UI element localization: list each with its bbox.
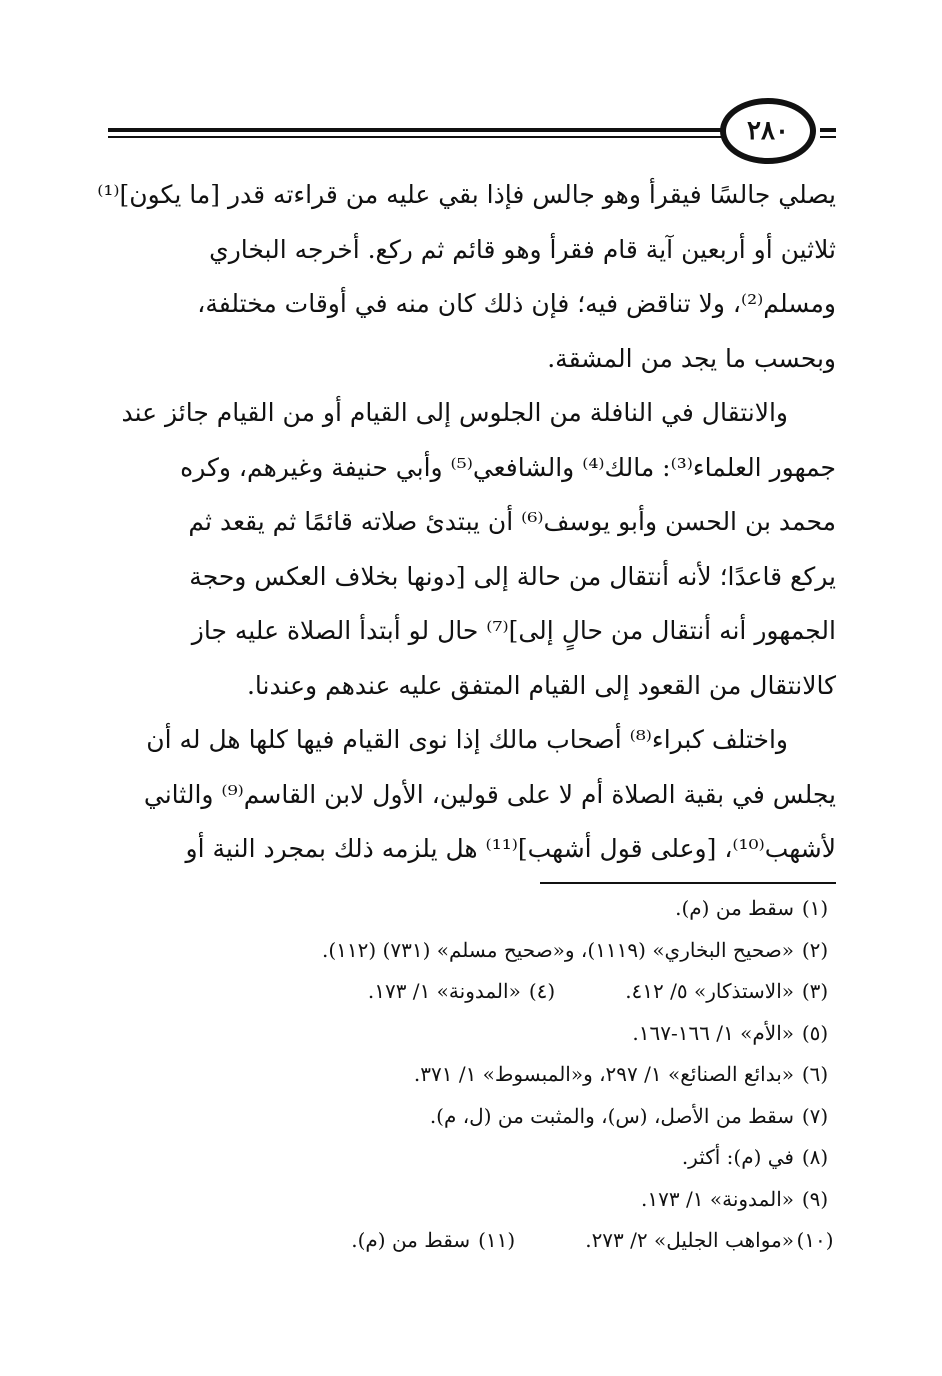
body-line: يجلس في بقية الصلاة أم لا على قولين، الأول لابن القاسم⁽⁹⁾ والثاني xyxy=(143,779,836,809)
page-number: ٢٨٠ xyxy=(747,116,789,146)
footnote-text: «الاستذكار» ٥/ ٤١٢. xyxy=(625,979,794,1003)
body-line: وبحسب ما يجد من المشقة. xyxy=(547,343,836,373)
footnote-number: (٣) xyxy=(801,979,829,1003)
footnote xyxy=(108,1096,836,1138)
footnote xyxy=(108,1220,836,1262)
footnote xyxy=(108,1054,836,1096)
body-line: والانتقال في النافلة من الجلوس إلى القيام أو من القيام جائز عند xyxy=(121,398,788,427)
footnote-number: (٤) xyxy=(528,979,556,1003)
footnote-text: «المدونة» ١/ ١٧٣. xyxy=(641,1186,794,1211)
body-line: محمد بن الحسن وأبو يوسف⁽⁶⁾ أن يبتدئ صلاته قائمًا ثم يقعد ثم xyxy=(188,507,836,536)
page-header xyxy=(108,96,836,176)
footnote-text: «بدائع الصنائع» ١/ ٢٩٧، و«المبسوط» ١/ ٣٧١. xyxy=(413,1062,794,1086)
body-line: كالانتقال من القعود إلى القيام المتفق عليه عندهم وعندنا. xyxy=(246,670,836,700)
footnote-text: «الأم» ١/ ١٦٦-١٦٧. xyxy=(632,1020,794,1045)
header-rule-right-thin xyxy=(820,136,836,138)
body-line: يصلي جالسًا فيقرأ وهو جالس فإذا بقي عليه من قراءته قدر [ما يكون]⁽¹⁾ xyxy=(97,180,836,209)
footnote xyxy=(108,971,836,1013)
footnote-text: «مواهب الجليل» ٢/ ٢٧٣. xyxy=(585,1228,794,1252)
footnote-number: (١٠) xyxy=(796,1228,834,1252)
footnote-number: (٢) xyxy=(801,937,829,962)
footnotes xyxy=(108,888,836,1262)
body-line: الجمهور أنه أنتقال من حالٍ إلى]⁽⁷⁾ حال لو أبتدأ الصلاة عليه جاز xyxy=(191,616,836,645)
footnote-text: في (م): أكثر. xyxy=(681,1145,794,1169)
footnote-text: سقط من (م). xyxy=(351,1228,471,1252)
footnote-number: (٩) xyxy=(801,1186,829,1211)
body-line: يركع قاعدًا؛ لأنه أنتقال من حالة إلى [دونها بخلاف العكس وحجة xyxy=(189,561,836,591)
footnote-separator xyxy=(540,882,836,884)
footnote xyxy=(108,930,836,972)
footnote xyxy=(108,1013,836,1055)
header-rule-thin xyxy=(108,136,726,138)
footnote-number: (٥) xyxy=(801,1020,829,1045)
footnote-number: (١١) xyxy=(478,1228,516,1252)
body-line: ومسلم⁽²⁾، ولا تناقض فيه؛ فإن ذلك كان منه في أوقات مختلفة، xyxy=(197,289,836,318)
footnote xyxy=(108,888,836,930)
header-rule-thick xyxy=(108,128,726,132)
footnote-text: سقط من الأصل، (س)، والمثبت من (ل، م). xyxy=(429,1103,794,1128)
page-number-badge xyxy=(720,98,816,164)
body-line: واختلف كبراء⁽⁸⁾ أصحاب مالك إذا نوى القيام فيها كلها هل له أن xyxy=(146,725,788,754)
footnote-text: «المدونة» ١/ ١٧٣. xyxy=(367,979,521,1003)
header-rule-right-thick xyxy=(820,128,836,132)
body-text xyxy=(97,168,836,877)
footnote-number: (١) xyxy=(801,896,829,920)
body-line: لأشهب⁽¹⁰⁾، [وعلى قول أشهب]⁽¹¹⁾ هل يلزمه ذلك بمجرد النية أو xyxy=(185,834,836,863)
footnote-number: (٦) xyxy=(801,1062,829,1086)
footnote-text: «صحيح البخاري» (١١١٩)، و«صحيح مسلم» (٧٣١) (١١٢). xyxy=(321,937,794,962)
footnote-number: (٨) xyxy=(801,1145,829,1169)
body-line: جمهور العلماء⁽³⁾: مالك⁽⁴⁾ والشافعي⁽⁵⁾ وأبي حنيفة وغيرهم، وكره xyxy=(180,452,836,482)
footnote-text: سقط من (م). xyxy=(675,896,794,920)
footnote xyxy=(108,1179,836,1221)
footnote-number: (٧) xyxy=(801,1103,829,1128)
body-line: ثلاثين أو أربعين آية قام فقرأ وهو قائم ثم ركع. أخرجه البخاري xyxy=(209,234,836,264)
footnote xyxy=(108,1137,836,1179)
